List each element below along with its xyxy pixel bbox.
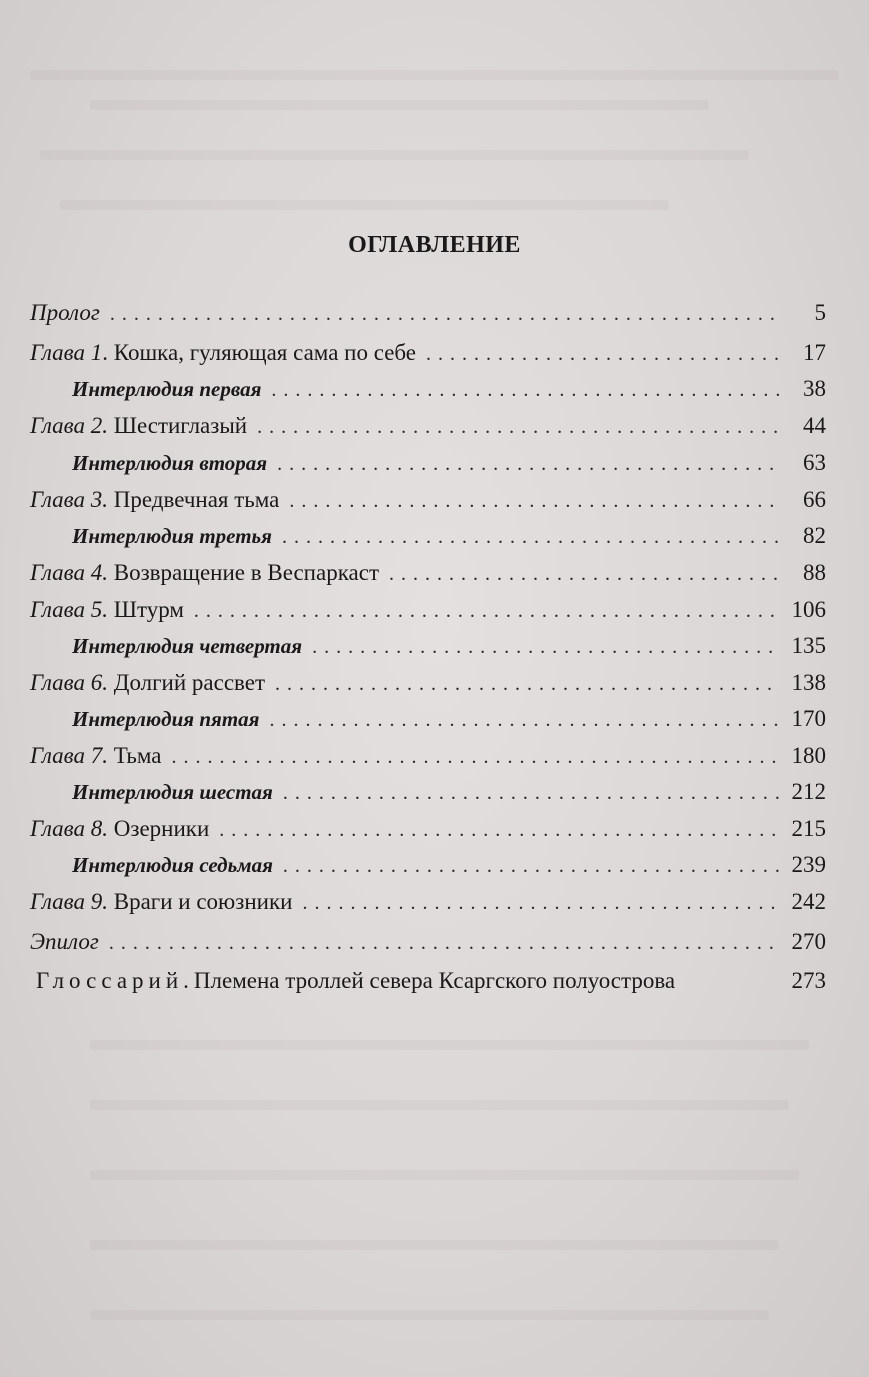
toc-interlude-entry: [72, 376, 826, 402]
toc-chapter-entry: [30, 300, 826, 326]
entry-prefix: Эпилог: [30, 929, 99, 954]
toc-interlude-entry: [72, 633, 826, 659]
page-number: 5: [814, 300, 826, 325]
page-number: 215: [791, 816, 826, 841]
page-number: 180: [791, 743, 826, 768]
toc-interlude-entry: [72, 779, 826, 805]
entry-title: Штурм: [108, 597, 184, 622]
entry-label: [30, 413, 247, 439]
page-number: 88: [803, 560, 826, 585]
page-number: 44: [803, 413, 826, 438]
entry-prefix: Интерлюдия пятая: [72, 707, 260, 731]
entry-prefix: Глава 8.: [30, 816, 108, 841]
entry-prefix: Глава 6.: [30, 670, 108, 695]
bleed-through-line: [90, 1040, 809, 1050]
page-number: 66: [803, 487, 826, 512]
entry-prefix: Глава 7.: [30, 743, 108, 768]
toc-interlude-entry: [72, 852, 826, 878]
entry-title: Озерники: [108, 816, 210, 841]
toc-chapter-entry: [30, 816, 826, 842]
toc-chapter-entry: [30, 413, 826, 439]
entry-label: [30, 929, 99, 955]
glossary-title: Племена троллей севера Ксаргского полуострова: [193, 968, 676, 993]
entry-label: [30, 340, 416, 366]
dot-leader: [282, 526, 780, 549]
entry-prefix: Интерлюдия четвертая: [72, 634, 303, 658]
entry-label: [72, 451, 267, 476]
toc-chapter-entry: [30, 340, 826, 366]
entry-title: . Кошка, гуляющая сама по себе: [102, 340, 417, 365]
page-number: 38: [803, 376, 826, 401]
dot-leader: [219, 819, 780, 842]
page-number: 170: [791, 706, 826, 731]
page-number: 17: [803, 340, 826, 365]
dot-leader: [109, 932, 780, 955]
entry-label: [72, 634, 302, 659]
entry-label: [72, 707, 260, 732]
dot-leader: [283, 782, 780, 805]
entry-title: Шестиглазый: [108, 413, 248, 438]
page-number: 242: [791, 889, 826, 914]
entry-label: [30, 889, 292, 915]
dot-leader: [257, 416, 780, 439]
entry-label: [72, 524, 272, 549]
page-number: 270: [791, 929, 826, 954]
bleed-through-line: [90, 1240, 779, 1250]
page-number: 212: [791, 779, 826, 804]
bleed-through-line: [40, 150, 749, 160]
toc-chapter-entry: [30, 889, 826, 915]
entry-title: Возвращение в Веспаркаст: [108, 560, 379, 585]
toc-chapter-entry: [30, 670, 826, 696]
entry-prefix: Интерлюдия шестая: [72, 780, 273, 804]
page-number: 106: [791, 597, 826, 622]
toc-chapter-entry: [30, 597, 826, 623]
entry-title: Враги и союзники: [108, 889, 293, 914]
entry-title: Долгий рассвет: [108, 670, 266, 695]
page-title: ОГЛАВЛЕНИЕ: [348, 232, 521, 258]
toc-chapter-entry: [30, 560, 826, 586]
entry-prefix: Глава 1: [30, 340, 103, 365]
bleed-through-line: [60, 200, 669, 210]
dot-leader: [302, 892, 780, 915]
toc-interlude-entry: [72, 523, 826, 549]
dot-leader: [312, 636, 780, 659]
entry-prefix: Глава 5.: [30, 597, 108, 622]
entry-prefix: Интерлюдия первая: [72, 377, 262, 401]
toc-interlude-entry: [72, 450, 826, 476]
dot-leader: [271, 379, 780, 402]
entry-prefix: Глава 4.: [30, 560, 108, 585]
entry-label: [30, 487, 279, 513]
dot-leader: [275, 673, 780, 696]
bleed-through-line: [90, 1100, 789, 1110]
glossary-entry: [36, 968, 826, 994]
page-number: 135: [791, 633, 826, 658]
dot-leader: [277, 453, 780, 476]
page-number: 82: [803, 523, 826, 548]
dot-leader: [389, 563, 780, 586]
entry-label: [72, 377, 261, 402]
entry-label: [72, 853, 273, 878]
bleed-through-line: [90, 1170, 799, 1180]
dot-leader: [270, 709, 781, 732]
entry-label: [30, 816, 209, 842]
entry-label: [30, 560, 379, 586]
page-number: 63: [803, 450, 826, 475]
entry-label: [72, 780, 273, 805]
entry-prefix: Интерлюдия вторая: [72, 451, 268, 475]
entry-prefix: Глава 2.: [30, 413, 108, 438]
entry-label: [30, 743, 161, 769]
entry-label: [30, 300, 100, 326]
glossary-label: Глоссарий.: [36, 968, 194, 993]
entry-title: Предвечная тьма: [108, 487, 280, 512]
entry-prefix: Пролог: [30, 300, 100, 325]
toc-chapter-entry: [30, 743, 826, 769]
entry-label: [30, 670, 265, 696]
entry-prefix: Интерлюдия третья: [72, 524, 272, 548]
entry-title: Тьма: [108, 743, 162, 768]
entry-prefix: Глава 3.: [30, 487, 108, 512]
bleed-through-line: [30, 70, 839, 80]
toc-interlude-entry: [72, 706, 826, 732]
page-number: 273: [791, 968, 826, 993]
bleed-through-line: [90, 100, 709, 110]
toc-chapter-entry: [30, 487, 826, 513]
toc-chapter-entry: [30, 929, 826, 955]
dot-leader: [426, 343, 780, 366]
page-number: 138: [791, 670, 826, 695]
entry-label: [30, 597, 184, 623]
entry-prefix: Интерлюдия седьмая: [72, 853, 273, 877]
entry-prefix: Глава 9.: [30, 889, 108, 914]
dot-leader: [289, 490, 780, 513]
dot-leader: [283, 855, 780, 878]
bleed-through-line: [90, 1310, 769, 1320]
dot-leader: [194, 600, 780, 623]
dot-leader: [171, 746, 780, 769]
dot-leader: [110, 303, 780, 326]
page-number: 239: [791, 852, 826, 877]
